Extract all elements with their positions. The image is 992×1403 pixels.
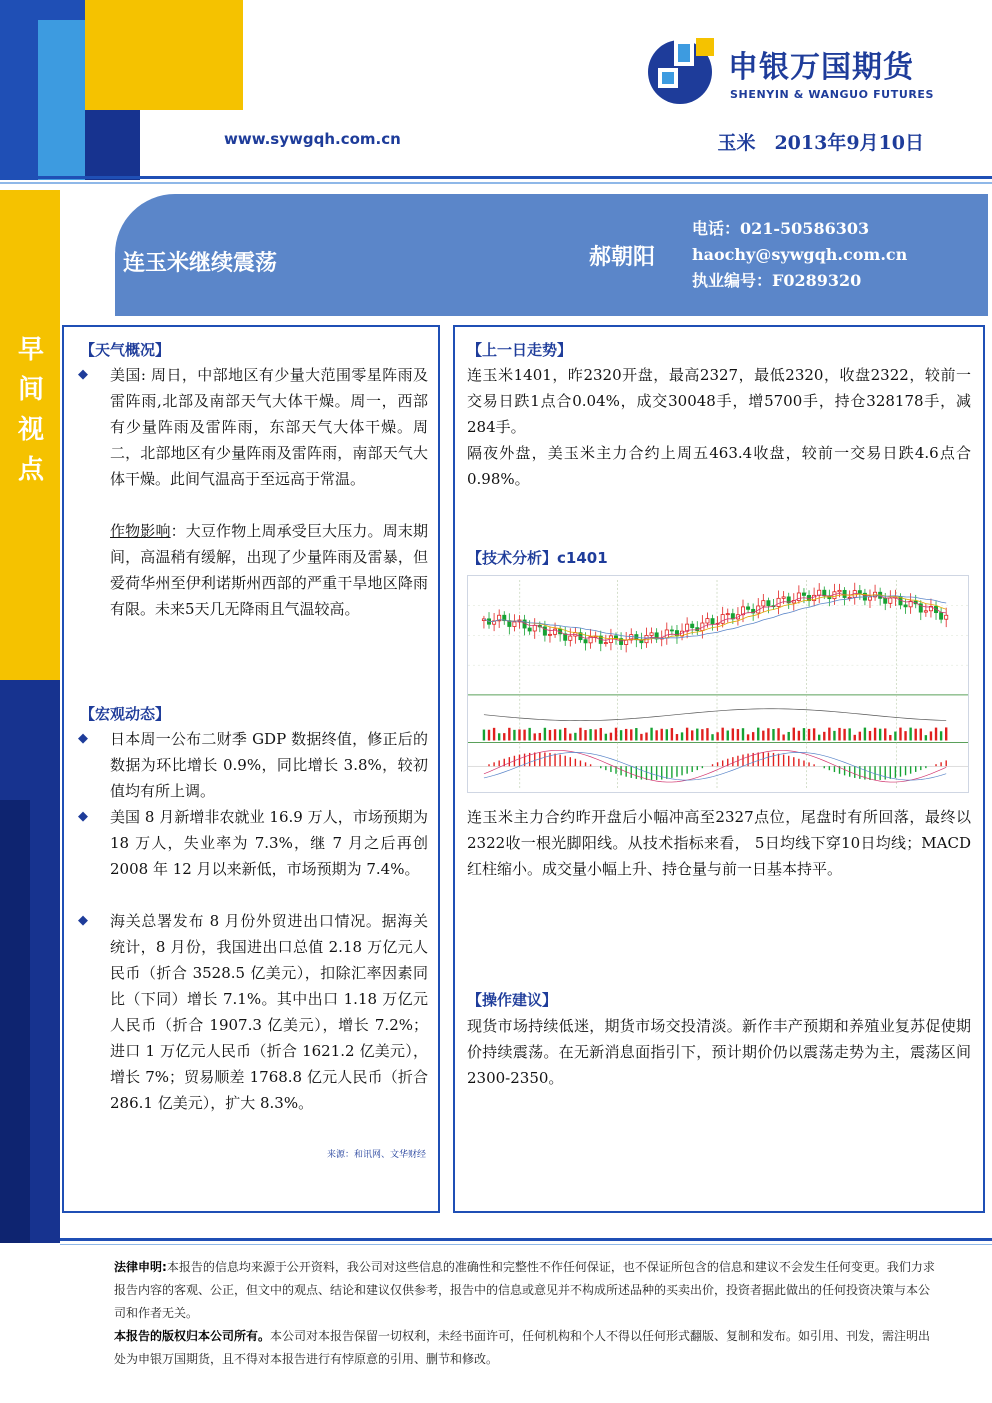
- macro-item: 日本周一公布二财季 GDP 数据终值，修正后的数据为环比增长 0.9%，同比增长 3.8%，较初值均有所上调。: [110, 730, 428, 800]
- logo-mark-icon: [644, 34, 716, 106]
- candle-body: [513, 622, 516, 627]
- volume-bar: [620, 730, 622, 740]
- candle-body: [838, 590, 841, 591]
- volume-bar: [655, 730, 657, 740]
- volume-bar: [859, 732, 861, 741]
- volume-bar: [528, 728, 530, 741]
- volume-bar: [701, 729, 703, 740]
- volume-bar: [874, 728, 876, 741]
- volume-bar: [706, 728, 708, 740]
- volume-bar: [483, 730, 485, 741]
- volume-bar: [508, 728, 510, 741]
- volume-bar: [544, 728, 546, 741]
- right-panel: [453, 325, 985, 1213]
- candle-body: [940, 613, 943, 620]
- header-decor-navy: [85, 110, 140, 180]
- author-phone: 电话：021-50586303: [692, 219, 870, 238]
- header-decor-yellow: [85, 0, 243, 110]
- candle-body: [543, 627, 546, 635]
- volume-bar: [762, 731, 764, 741]
- volume-bar: [737, 729, 739, 740]
- report-date: 玉米 2013年9月10日: [717, 132, 924, 154]
- volume-bar: [803, 728, 805, 740]
- volume-bar: [940, 731, 942, 740]
- volume-bar: [838, 728, 840, 741]
- author-license: 执业编号：F0289320: [692, 271, 862, 290]
- volume-bar: [503, 733, 505, 740]
- volume-bar: [925, 735, 927, 740]
- candle-body: [823, 590, 826, 596]
- prev-day-heading: 【上一日走势】: [467, 341, 573, 359]
- volume-bar: [671, 728, 673, 740]
- side-label: 早 间 视 点: [17, 335, 44, 485]
- footer-rule-thin: [60, 1244, 992, 1245]
- volume-bar: [605, 734, 607, 741]
- volume-bar: [498, 733, 500, 740]
- candle-body: [868, 597, 871, 600]
- volume-bar: [742, 728, 744, 740]
- volume-bar: [889, 735, 891, 740]
- volume-bar: [879, 729, 881, 741]
- candle-body: [548, 634, 551, 635]
- volume-bar: [686, 728, 688, 741]
- volume-bar: [569, 734, 571, 741]
- header-rule: [0, 176, 992, 179]
- macro-item: 美国 8 月新增非农就业 16.9 万人，市场预期为 18 万人，失业率为 7.3%，继 7 月之后再创 2008 年 12 月以来新低，市场预期为 7.4%。: [110, 808, 428, 878]
- candle-body: [604, 643, 607, 644]
- candle-body: [533, 625, 536, 631]
- volume-bar: [904, 731, 906, 740]
- macro-item: 海关总署发布 8 月份外贸进出口情况。据海关统计，8 月份，我国进出口总值 2.18 万亿元人民币（折合 3528.5 亿美元），扣除汇率因素同比（下同）增长 7.1%。其中出口 1.18 万亿元人民币（折合 1907.3 亿美元），增长 7.2%；进口 1 万亿元人民币（折合 1621.2 亿美元），增长 7%；贸易顺差 1768.8 亿元人民币（折合 286.1 亿美元），扩大 8.3%。: [110, 912, 428, 1112]
- candle-body: [858, 591, 861, 594]
- volume-bar: [818, 735, 820, 741]
- volume-bar: [681, 732, 683, 740]
- volume-bar: [549, 730, 551, 741]
- author-contact: [692, 216, 907, 294]
- chart-grid: [468, 580, 968, 788]
- candle-body: [782, 597, 785, 598]
- volume-bar: [554, 729, 556, 740]
- candle-body: [767, 601, 770, 606]
- volume-bar: [513, 730, 515, 741]
- chart-macd: [468, 750, 968, 782]
- volume-bar: [559, 730, 561, 741]
- volume-bar: [915, 729, 917, 741]
- candle-body: [762, 601, 765, 606]
- volume-bar: [798, 731, 800, 741]
- crop-impact-label: 作物影响: [110, 522, 171, 540]
- website-link[interactable]: www.sywgqh.com.cn: [224, 130, 401, 148]
- tech-text: 连玉米主力合约昨开盘后小幅冲高至2327点位，尾盘时有所回落，最终以2322收一根光脚阳线。从技术指标来看， 5日均线下穿10日均线；MACD红柱缩小。成交量小幅上升、持仓量与前一日基本持平。: [467, 808, 971, 878]
- volume-bar: [564, 728, 566, 741]
- candle-body: [924, 611, 927, 612]
- logo-chinese-name: 申银万国期货: [728, 50, 914, 85]
- volume-bar: [615, 728, 617, 741]
- volume-bar: [854, 735, 856, 741]
- volume-bar: [793, 728, 795, 741]
- volume-bar: [813, 728, 815, 740]
- candle-body: [843, 590, 846, 597]
- volume-bar: [808, 729, 810, 741]
- chart-volume: [483, 709, 948, 741]
- volume-bar: [625, 729, 627, 741]
- candle-body: [889, 598, 892, 603]
- overnight-text: 隔夜外盘，美玉米主力合约上周五463.4收盘，较前一交易日跌4.6点合0.98%。: [467, 444, 971, 488]
- volume-bar: [747, 734, 749, 740]
- side-band-navy-inner: [0, 800, 30, 1243]
- volume-bar: [716, 732, 718, 740]
- report-title: 连玉米继续震荡: [123, 251, 278, 276]
- bullet-icon: ◆: [78, 913, 88, 928]
- volume-bar: [777, 728, 779, 740]
- candle-body: [945, 615, 948, 619]
- volume-bar: [534, 733, 536, 740]
- candle-body: [528, 628, 531, 631]
- volume-bar: [594, 729, 596, 740]
- volume-bar: [732, 728, 734, 740]
- volume-bar: [518, 729, 520, 740]
- volume-bar: [650, 728, 652, 741]
- volume-bar: [920, 729, 922, 741]
- tech-heading: 【技术分析】c1401: [467, 549, 608, 567]
- volume-bar: [884, 728, 886, 740]
- legal-statement: 法律申明:本报告的信息均来源于公开资料，我公司对这些信息的准确性和完整性不作任何保证，也不保证所包含的信息和建议不会发生任何变更。我们力求报告内容的客观、公正，但文中的观点、结论和建议仅供参考，报告中的信息或意见并不构成所述品种的买卖出价，投资者据此做出的任何投资决策与本公司和作者无关。: [114, 1260, 935, 1320]
- candle-body: [833, 592, 836, 599]
- candle-body: [777, 598, 780, 606]
- candle-body: [670, 630, 673, 631]
- candle-body: [650, 633, 653, 636]
- volume-bar: [935, 728, 937, 741]
- volume-bar: [788, 732, 790, 741]
- crop-impact-text: 作物影响：大豆作物上周承受巨大压力。周末期间，高温稍有缓解，出现了少量阵雨及雷暴，但爱荷华州至伊利诺斯州西部的严重干旱地区降雨有限。未来5天几无降雨且气温较高。: [110, 522, 428, 618]
- advice-heading: 【操作建议】: [467, 991, 558, 1009]
- logo-english-name: SHENYIN & WANGUO FUTURES: [730, 88, 935, 101]
- open-interest-line: [484, 709, 946, 721]
- chart-candles: [482, 583, 947, 653]
- candle-body: [848, 597, 851, 598]
- volume-bar: [752, 732, 754, 740]
- volume-bar: [493, 728, 495, 741]
- candle-body: [665, 630, 668, 638]
- author-name: 郝朝阳: [589, 244, 656, 270]
- volume-bar: [945, 727, 947, 740]
- volume-bar: [584, 730, 586, 740]
- advice-text: 现货市场持续低迷，期货市场交投清淡。新作丰产预期和养殖业复苏促使期价持续震荡。在无新消息面指引下，预计期价仍以震荡走势为主，震荡区间2300-2350。: [467, 1017, 971, 1087]
- volume-bar: [823, 732, 825, 741]
- volume-bar: [635, 728, 637, 740]
- volume-bar: [848, 728, 850, 740]
- volume-bar: [767, 728, 769, 740]
- prev-day-text: 连玉米1401，昨2320开盘，最高2327，最低2320，收盘2322，较前一交易日跌1点合0.04%，成交30048手，增5700手，持仓328178手，减284手。: [467, 366, 971, 436]
- side-band: [0, 190, 60, 680]
- volume-bar: [640, 734, 642, 741]
- footer-rule: [60, 1238, 992, 1241]
- copyright-statement: 本报告的版权归本公司所有。本公司对本报告保留一切权利，未经书面许可，任何机构和个人不得以任何形式翻版、复制和发布。如引用、刊发，需注明出处为申银万国期货，且不得对本报告进行有悖原意的引用、删节和修改。: [114, 1329, 931, 1366]
- volume-bar: [757, 728, 759, 741]
- header-rule-thin: [0, 182, 992, 184]
- volume-bar: [666, 729, 668, 740]
- author-email: haochy@sywgqh.com.cn: [692, 245, 908, 264]
- volume-bar: [691, 730, 693, 740]
- volume-bar: [727, 731, 729, 741]
- candle-body: [884, 598, 887, 603]
- volume-bar: [909, 728, 911, 741]
- bullet-icon: ◆: [78, 731, 88, 746]
- candle-body: [797, 593, 800, 601]
- volume-bar: [869, 731, 871, 740]
- candle-body: [691, 624, 694, 628]
- weather-text: 美国: 周日，中部地区有少量大范围零星阵雨及雷阵雨,北部及南部天气大体干燥。周一，西部有少量阵雨及雷阵雨，东部天气大体干燥。周二，北部地区有少量阵雨及雷阵雨，南部天气大体干燥。此间气温高于至远高于常温。: [110, 366, 428, 488]
- volume-bar: [645, 733, 647, 741]
- volume-bar: [630, 729, 632, 740]
- volume-bar: [523, 730, 525, 741]
- company-logo: [644, 32, 944, 112]
- volume-bar: [711, 734, 713, 740]
- volume-bar: [721, 728, 723, 741]
- left-panel: [62, 325, 440, 1213]
- weather-heading: 【天气概况】: [80, 341, 171, 359]
- title-banner: [115, 194, 988, 316]
- candlestick-chart: [467, 575, 969, 793]
- candle-body: [904, 605, 907, 607]
- candle-body: [711, 619, 714, 624]
- volume-bar: [539, 733, 541, 741]
- bullet-icon: ◆: [78, 367, 88, 382]
- candle-body: [746, 607, 749, 609]
- volume-bar: [579, 728, 581, 741]
- bullet-icon: ◆: [78, 809, 88, 824]
- volume-bar: [864, 728, 866, 741]
- volume-bar: [772, 729, 774, 740]
- volume-bar: [930, 731, 932, 740]
- volume-bar: [676, 734, 678, 740]
- volume-bar: [589, 729, 591, 740]
- legal-disclaimer: [114, 1256, 936, 1371]
- candle-body: [726, 614, 729, 615]
- volume-bar: [833, 731, 835, 741]
- volume-bar: [661, 729, 663, 741]
- candle-body: [675, 631, 678, 636]
- source-note: 来源：和讯网、文华财经: [326, 1150, 426, 1160]
- volume-bar: [899, 728, 901, 741]
- volume-bar: [828, 728, 830, 741]
- candle-body: [584, 640, 587, 643]
- candle-body: [706, 619, 709, 623]
- candle-body: [569, 636, 572, 640]
- volume-bar: [894, 732, 896, 741]
- volume-bar: [488, 730, 490, 741]
- volume-bar: [600, 728, 602, 740]
- volume-bar: [782, 735, 784, 741]
- candle-body: [802, 593, 805, 595]
- volume-bar: [574, 733, 576, 741]
- macro-heading: 【宏观动态】: [80, 705, 171, 723]
- volume-bar: [696, 729, 698, 741]
- volume-bar: [610, 733, 612, 741]
- candle-body: [721, 615, 724, 624]
- volume-bar: [843, 729, 845, 741]
